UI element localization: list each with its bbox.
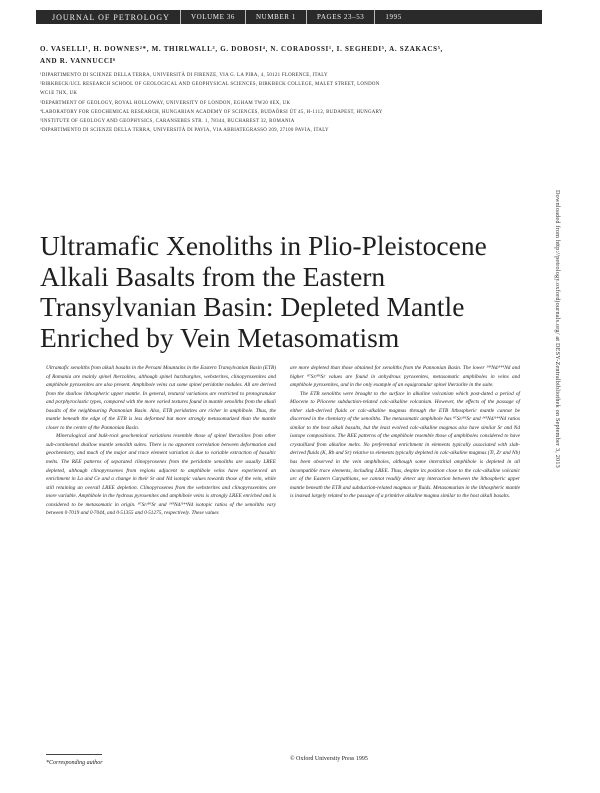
affiliation: WC1E 7HX, UK [40,91,78,97]
author-list [40,43,545,67]
title-line: Enriched by Vein Metasomatism [40,321,400,353]
article-title [40,231,540,353]
affiliation: ⁴LABORATORY FOR GEOCHEMICAL RESEARCH, HUNGARIAN ACADEMY OF SCIENCES, BUDAÖRSI ÚT 45, H-1112, BUDAPEST, HUNGARY [40,109,383,115]
header-divider [306,10,307,24]
affiliation-list [40,71,545,135]
title-line: Ultramafic Xenoliths in Plio-Pleistocene [40,230,487,261]
copyright-notice: © Oxford University Press 1995 [290,756,368,762]
journal-header-bar [36,10,542,24]
journal-year: 1995 [385,13,402,21]
affiliation: ⁶DIPARTIMENTO DI SCIENZE DELLA TERRA, UNIVERSITÀ DI PAVIA, VIA ABBIATEGRASSO 209, 27100 PAVIA, ITALY [40,128,329,134]
author-line: O. VASELLI¹, H. DOWNES²*, M. THIRLWALL³, G. DOBOSI⁴, N. CORADOSSI¹, I. SEGHEDI⁵, A. SZAKACS⁵, [40,45,443,53]
journal-name: JOURNAL OF PETROLOGY [52,12,170,22]
abstract-left-column [46,364,276,518]
journal-number: NUMBER 1 [256,13,297,21]
header-divider [245,10,246,24]
corresponding-author-footnote: *Corresponding author [46,760,103,766]
title-line: Transylvanian Basin: Depleted Mantle [40,291,465,322]
abstract-paragraph: The ETB xenoliths were brought to the surface in alkaline volcanism which post-dated a period of Miocene to Pliocene subduction-related calc-alkaline volcanism. However, the effects of the passage of either slab-derived fluids or calc-alkaline magmas through the ETB lithospheric mantle cannot be discerned in the chemistry of the xenoliths. The metasomatic amphibole has ⁸⁷Sr/⁸⁶Sr and ¹⁴³Nd/¹⁴⁴Nd ratios similar to the host alkali basalts, but the least evolved calc-alkaline magmas also have similar Sr and Nd isotope compositions. The REE patterns of the amphibole resemble those of amphiboles considered to have crystallized from alkaline melts. No preferential enrichment in elements typically associated with slab-derived fluids (K, Rb and Sr) relative to elements typically depleted in calc-alkaline magmas (Ti, Zr and Nb) has been observed in the vein amphiboles, although some interstitial amphibole is depleted in all incompatible trace elements, including LREE. Thus, despite its position close to the calc-alkaline volcanic arc of the Eastern Carpathians, we cannot readily detect any interaction between the lithospheric upper mantle beneath the ETB and subduction-related magmas or fluids. Metasomatism in the lithospheric mantle is instead largely related to the passage of a primitive alkaline magma similar to the host alkali basalts. [290,390,520,500]
abstract-paragraph: are more depleted than those obtained for xenoliths from the Pannonian Basin. The lower ¹⁴³Nd/¹⁴⁴Nd and higher ⁸⁷Sr/⁸⁶Sr values are found in anhydrous pyroxenites, metasomatic amphiboles in veins and amphibole pyroxenites, and in the only example of an equigranular spinel lherzolite in the suite. [290,365,520,389]
affiliation: ³DEPARTMENT OF GEOLOGY, ROYAL HOLLOWAY, UNIVERSITY OF LONDON, EGHAM TW20 0EX, UK [40,100,291,106]
abstract-paragraph: Mineralogical and bulk-rock geochemical variations resemble those of spinel lherzolites from other sub-continental shallow mantle xenolith suites. There is no apparent correlation between deformation and geochemistry, and much of the major and trace element variation is due to variable extraction of basaltic melts. The REE patterns of separated clinopyroxenes from the peridotite xenoliths are usually LREE depleted, although clinopyroxenes from regions adjacent to amphibole veins have experienced an enrichment in La and Ce and a change in their Sr and Nd isotopic values towards those of the vein, while still retaining an overall LREE depletion. Clinopyroxenes from the websterites and clinopyroxenites are more variable. Amphibole in the hydrous pyroxenites and amphibole veins is strongly LREE enriched and is considered to be metasomatic in origin. ⁸⁷Sr/⁸⁶Sr and ¹⁴³Nd/¹⁴⁴Nd isotopic ratios of the xenoliths vary between 0·7019 and 0·7044, and 0·51355 and 0·51275, respectively. These values [46,433,276,517]
affiliation: ⁵INSTITUTE OF GEOLOGY AND GEOPHYSICS, CARANSEBES STR. 1, 78344, BUCHAREST 32, ROMANIA [40,119,295,125]
abstract-right-column [290,364,520,501]
download-watermark: Downloaded from http://petrology.oxfordjournals.org/ at DESY-Zentralbibliothek on September 3, 2013 [554,190,561,468]
journal-pages: PAGES 23–53 [317,13,365,21]
footnote-divider [46,754,102,755]
abstract-paragraph: Ultramafic xenoliths from alkali basalts in the Persani Mountains in the Eastern Transylvanian Basin (ETB) of Romania are mainly spinel lherzolites, although spinel harzburgites, websterites, clinopyroxenites and amphibole pyroxenites are also present. Amphibole veins cut some spinel peridotite nodules. All are derived from the shallow lithospheric upper mantle. In general, textural variations are restricted to protogranular and porphyroclastic types, compared with the more varied textures found in mantle xenoliths from the alkali basalts of the neighbouring Pannonian Basin. Also, ETB peridotites are richer in amphibole. Thus, the mantle beneath the edge of the ETB is less deformed but more strongly metasomatized than the mantle closer to the centre of the Pannonian Basin. [46,365,276,431]
author-line: AND R. VANNUCCI⁶ [40,57,116,65]
header-divider [374,10,375,24]
affiliation: ¹DIPARTIMENTO DI SCIENZE DELLA TERRA, UNIVERSITÀ DI FIRENZE, VIA G. LA PIRA, 4, 50121 FLORENCE, ITALY [40,73,328,78]
journal-volume: VOLUME 36 [190,13,236,21]
title-line: Alkali Basalts from the Eastern [40,260,386,292]
affiliation: ²BIRKBECK/UCL RESEARCH SCHOOL OF GEOLOGICAL AND GEOPHYSICAL SCIENCES, BIRKBECK COLLEGE, MALET STREET, LONDON [40,82,380,88]
header-divider [180,10,181,24]
